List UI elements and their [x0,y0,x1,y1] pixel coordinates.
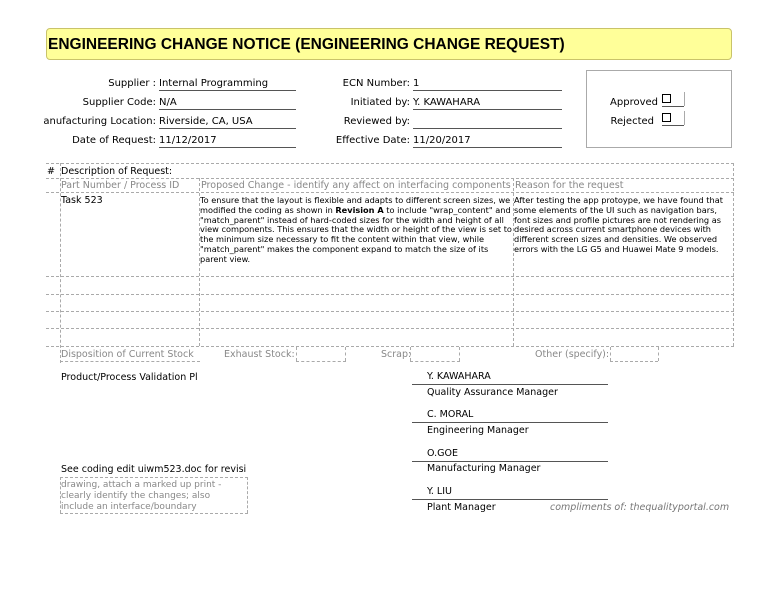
credit-text: compliments of: thequalityportal.com [550,502,730,513]
proposed-change-cell[interactable]: To ensure that the layout is flexible and adapts to different screen sizes, we modified the coding as shown in Revision A to include "wrap_content" and "match_parent" instead of hard-coded sizes for the width and height of all view components. This ensures that the width or height of the view is set to the minimum size necessary to fit the content within that view, while "match_parent" makes the component expand to match the size of its parent view. [200,195,512,264]
grid-line [733,163,734,346]
reason-cell[interactable]: After testing the app protoype, we have found that some elements of the UI such as navigation bars, font sizes and profile pictures are not rendering as desired across current smartphone devices with different screen sizes and densities. We observed errors with the LG G5 and Huawei Mate 9 models. [514,195,723,254]
manufacturing-manager-name: O.GOE [427,448,458,459]
grid-line [46,276,734,277]
rejected-label: Rejected [610,116,654,127]
validation-plan-label: Product/Process Validation Pl [61,372,198,383]
manufacturing-location-label: anufacturing Location: [43,116,156,127]
effective-date-field[interactable]: 11/20/2017 [413,135,562,148]
grid-line [345,347,346,361]
manufacturing-location-field[interactable]: Riverside, CA, USA [159,116,296,129]
grid-line [60,477,248,478]
grid-line [410,361,460,362]
grid-line [60,361,200,362]
reason-header: Reason for the request [515,180,624,191]
effective-date-label: Effective Date: [335,135,410,146]
exhaust-stock-label: Exhaust Stock: [224,349,295,360]
coding-note: See coding edit uiwm523.doc for revisi [61,464,247,475]
grid-line [46,178,734,179]
plant-manager-name: Y. LIU [427,486,452,497]
ecn-number-label: ECN Number: [342,78,410,89]
manufacturing-manager-role: Manufacturing Manager [427,463,541,474]
qa-manager-name: Y. KAWAHARA [427,371,491,382]
part-number-cell[interactable]: Task 523 [61,195,103,206]
engineering-manager-role: Engineering Manager [427,425,529,436]
date-of-request-label: Date of Request: [72,135,156,146]
part-number-header: Part Number / Process ID [61,180,180,191]
proposed-change-header: Proposed Change - identify any affect on interfacing components [201,180,511,191]
grid-line [296,361,346,362]
supplier-field[interactable]: Internal Programming [159,78,296,91]
grid-line [46,163,734,164]
supplier-label: Supplier : [108,78,156,89]
approved-separator [684,92,685,106]
approved-label: Approved [610,97,658,108]
disposition-label: Disposition of Current Stock [61,349,194,360]
signature-line [412,499,608,500]
supplier-code-field[interactable]: N/A [159,97,296,110]
grid-line [296,347,297,361]
plant-manager-role: Plant Manager [427,502,496,513]
signature-line [412,461,608,462]
description-label: Description of Request: [61,166,173,177]
other-specify-label: Other (specify): [535,349,610,360]
grid-line [46,311,734,312]
approved-checkbox[interactable] [662,94,671,103]
page-title: ENGINEERING CHANGE NOTICE (ENGINEERING CHANGE REQUEST) [48,36,565,53]
engineering-manager-name: C. MORAL [427,409,474,420]
grid-line [459,347,460,361]
scrap-label: Scrap: [381,349,412,360]
grid-line [46,328,734,329]
ecn-number-field[interactable]: 1 [413,78,562,91]
drawing-note: drawing, attach a marked up print - clearly identify the changes; also include an interface/boundary [61,480,222,512]
grid-line [60,477,61,513]
approved-underline [662,106,684,107]
date-of-request-field[interactable]: 11/12/2017 [159,135,296,148]
rejected-underline [662,125,684,126]
grid-line [610,347,611,361]
grid-line [610,361,658,362]
row-number-header: # [47,166,55,177]
reviewed-by-field[interactable] [413,116,562,129]
rejected-checkbox[interactable] [662,113,671,122]
supplier-code-label: Supplier Code: [82,97,156,108]
rejected-separator [684,111,685,125]
initiated-by-label: Initiated by: [350,97,410,108]
grid-line [46,192,734,193]
signature-line [412,422,608,423]
qa-manager-role: Quality Assurance Manager [427,387,558,398]
grid-line [60,513,248,514]
grid-line [247,477,248,513]
grid-line [46,346,734,347]
initiated-by-field[interactable]: Y. KAWAHARA [413,97,562,110]
grid-line [658,347,659,361]
approval-box [586,70,732,148]
reviewed-by-label: Reviewed by: [343,116,410,127]
grid-line [60,163,61,363]
grid-line [46,294,734,295]
signature-line [412,384,608,385]
